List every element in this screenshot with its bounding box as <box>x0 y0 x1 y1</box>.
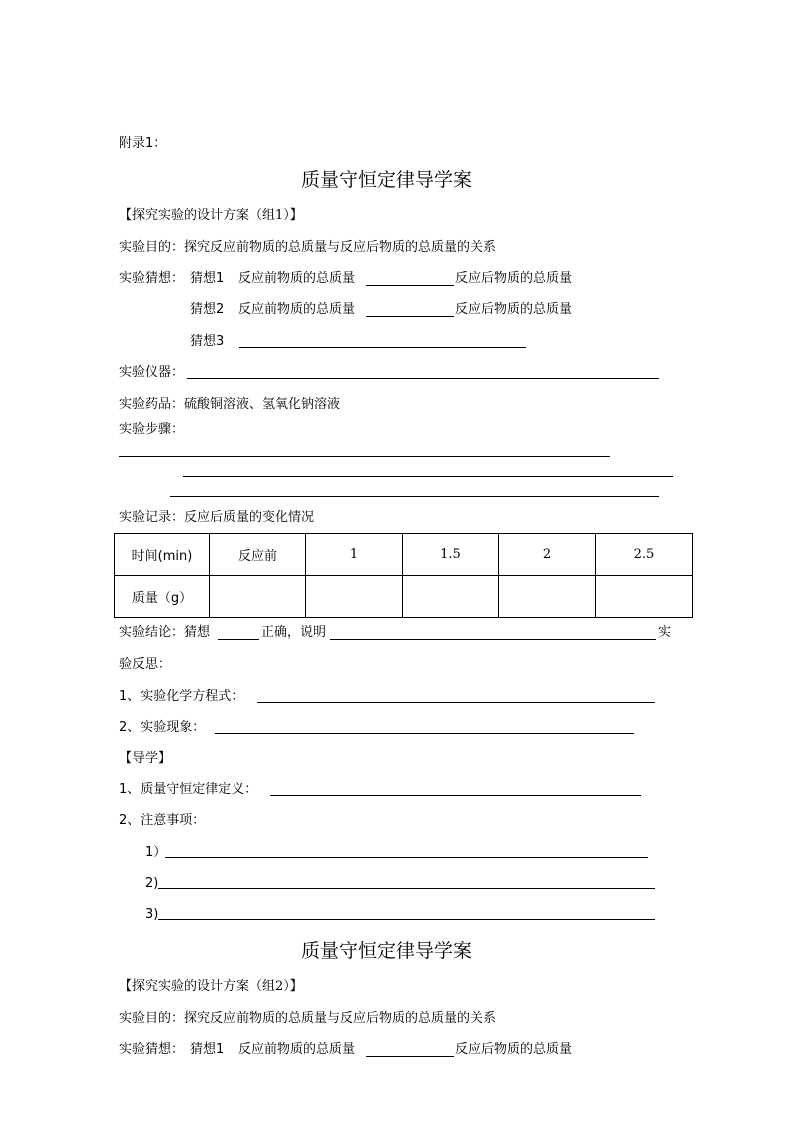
table-header-cell: 时间(min) <box>115 534 210 576</box>
hypothesis-label-2: 实验猜想： <box>119 1042 185 1057</box>
instruments-label: 实验仪器： <box>119 365 185 380</box>
hypothesis-1-after: 反应后物质的总质量 <box>455 271 573 286</box>
reflection-item-2: 2、实验现象： <box>119 720 206 735</box>
section-header-2: 【探究实验的设计方案（组2）】 <box>119 979 303 994</box>
table-input-cell[interactable] <box>210 576 306 618</box>
hypothesis-3-blank[interactable] <box>239 347 526 348</box>
conclusion-explanation-blank[interactable] <box>330 639 656 640</box>
hypothesis-2-after: 反应后物质的总质量 <box>455 302 573 317</box>
note-blank-1[interactable] <box>165 857 648 858</box>
table-input-cell[interactable] <box>596 576 693 618</box>
reflection-label: 验反思： <box>119 657 172 672</box>
page-title: 质量守恒定律导学案 <box>301 169 473 191</box>
guide-item-2: 2、注意事项： <box>119 813 206 828</box>
table-header-cell: 2.5 <box>596 534 693 576</box>
table-input-cell[interactable] <box>306 576 403 618</box>
note-blank-2[interactable] <box>158 888 655 889</box>
reflection-item-1: 1、实验化学方程式： <box>119 689 245 704</box>
note-label-2: 2) <box>145 876 159 891</box>
note-label-1: 1） <box>145 845 167 860</box>
conclusion-mid: 正确，说明 <box>261 625 327 640</box>
hypothesis-1-label: 猜想1 <box>190 271 225 286</box>
conclusion-hypothesis-blank[interactable] <box>218 639 259 640</box>
reagents: 实验药品：硫酸铜溶液、氢氧化钠溶液 <box>119 397 341 412</box>
hypothesis-1-blank[interactable] <box>366 285 454 286</box>
hypothesis-2-label: 猜想2 <box>190 302 225 317</box>
hypothesis-1-after-2: 反应后物质的总质量 <box>455 1042 573 1057</box>
table-input-cell[interactable] <box>499 576 596 618</box>
table-row-label: 质量（g） <box>115 576 210 618</box>
table-row <box>115 576 693 618</box>
table-input-cell[interactable] <box>403 576 499 618</box>
section-header: 【探究实验的设计方案（组1）】 <box>119 208 303 223</box>
guide-item-1: 1、质量守恒定律定义： <box>119 782 258 797</box>
experiment-purpose: 实验目的：探究反应前物质的总质量与反应后物质的总质量的关系 <box>119 240 497 255</box>
conclusion-prefix: 实验结论：猜想 <box>119 625 211 640</box>
hypothesis-3-label: 猜想3 <box>190 334 225 349</box>
steps-label: 实验步骤： <box>119 422 185 437</box>
note-blank-3[interactable] <box>158 919 655 920</box>
steps-blank-1[interactable] <box>119 456 610 457</box>
instruments-blank[interactable] <box>187 378 659 379</box>
appendix-label: 附录1： <box>119 136 167 151</box>
guide-header: 【导学】 <box>119 751 172 766</box>
definition-blank[interactable] <box>270 795 641 796</box>
note-label-3: 3) <box>145 907 159 922</box>
record-table <box>114 533 693 618</box>
record-label: 实验记录：反应后质量的变化情况 <box>119 510 315 525</box>
hypothesis-2-blank[interactable] <box>366 316 454 317</box>
table-header-cell: 1 <box>306 534 403 576</box>
table-header-row <box>115 534 693 576</box>
conclusion-tail: 实 <box>658 625 672 640</box>
hypothesis-1-before-2: 反应前物质的总质量 <box>238 1042 356 1057</box>
steps-blank-3[interactable] <box>170 496 659 497</box>
equation-blank[interactable] <box>257 702 655 703</box>
experiment-purpose-2: 实验目的：探究反应前物质的总质量与反应后物质的总质量的关系 <box>119 1011 497 1026</box>
table-header-cell: 2 <box>499 534 596 576</box>
hypothesis-label: 实验猜想： <box>119 271 185 286</box>
hypothesis-1-blank-2[interactable] <box>366 1056 454 1057</box>
hypothesis-1-before: 反应前物质的总质量 <box>238 271 356 286</box>
table-header-cell: 1.5 <box>403 534 499 576</box>
steps-blank-2[interactable] <box>183 476 673 477</box>
hypothesis-2-before: 反应前物质的总质量 <box>238 302 356 317</box>
phenomenon-blank[interactable] <box>215 733 634 734</box>
page-title-2: 质量守恒定律导学案 <box>301 940 473 962</box>
table-header-cell: 反应前 <box>210 534 306 576</box>
hypothesis-1-label-2: 猜想1 <box>190 1042 225 1057</box>
